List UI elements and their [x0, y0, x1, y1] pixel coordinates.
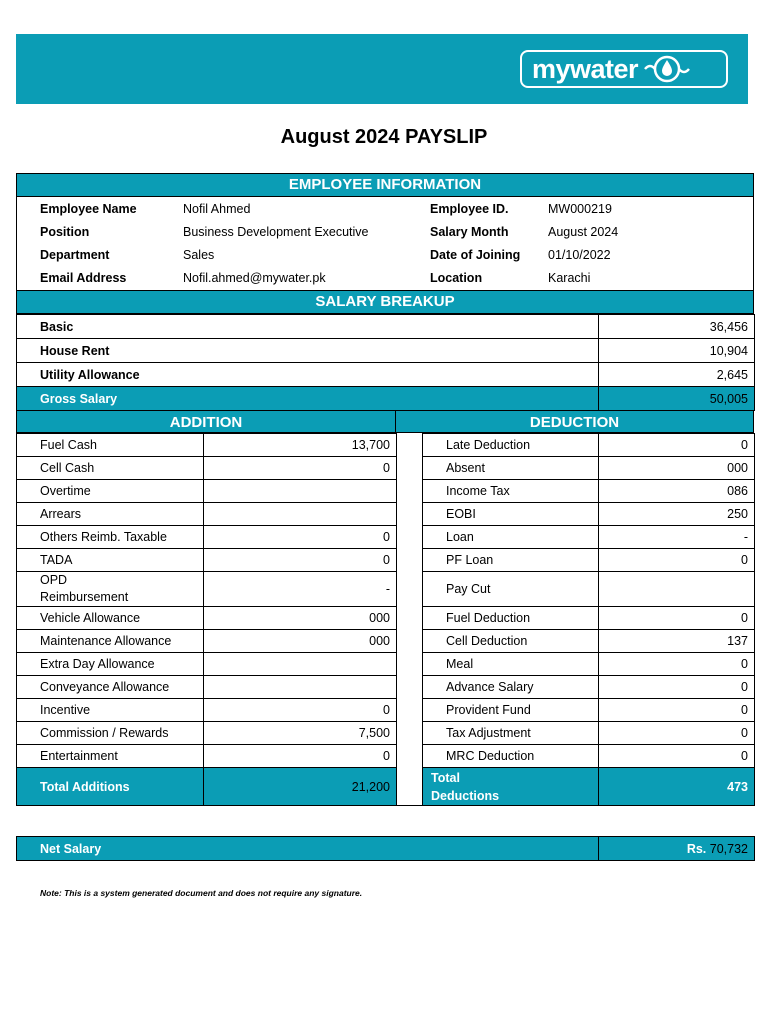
deduction-value: 0 [599, 434, 755, 457]
joining-date-label: Date of Joining [430, 248, 521, 262]
addition-value: 0 [204, 457, 397, 480]
deduction-label: Income Tax [423, 480, 599, 503]
table-row [17, 363, 755, 387]
addition-label-line: OPD [40, 573, 68, 587]
deduction-value: 000 [599, 457, 755, 480]
column-gap [397, 768, 423, 806]
deduction-label: MRC Deduction [423, 745, 599, 768]
house-rent-label: House Rent [17, 339, 599, 363]
column-gap [397, 434, 423, 457]
addition-value [204, 653, 397, 676]
deduction-label: EOBI [423, 503, 599, 526]
column-gap [397, 526, 423, 549]
currency-label: Rs. [686, 841, 707, 856]
addition-label: TADA [17, 549, 204, 572]
location-label: Location [430, 271, 483, 285]
addition-label: Entertainment [17, 745, 204, 768]
addition-label [17, 572, 204, 607]
table-row [17, 676, 755, 699]
deduction-value: 0 [599, 745, 755, 768]
addition-label: Cell Cash [17, 457, 204, 480]
deduction-value: 0 [599, 699, 755, 722]
employee-info-box [16, 197, 754, 290]
deduction-label: Tax Adjustment [423, 722, 599, 745]
table-row [17, 434, 755, 457]
department-value: Sales [183, 248, 215, 262]
addition-label: Fuel Cash [17, 434, 204, 457]
addition-value: 0 [204, 549, 397, 572]
employee-info-row [17, 221, 753, 244]
table-row [17, 526, 755, 549]
position-value: Business Development Executive [183, 225, 369, 239]
deduction-value: 0 [599, 722, 755, 745]
utility-allowance-label: Utility Allowance [17, 363, 599, 387]
employee-info-row [17, 267, 753, 290]
column-gap [397, 503, 423, 526]
mywater-logo [520, 50, 728, 88]
employee-info-row [17, 244, 753, 267]
deduction-label: Absent [423, 457, 599, 480]
table-row [17, 653, 755, 676]
employee-id-label: Employee ID. [430, 202, 509, 216]
joining-date-value: 01/10/2022 [548, 248, 611, 262]
deduction-label: Provident Fund [423, 699, 599, 722]
deduction-value: 0 [599, 676, 755, 699]
gross-salary-row [17, 387, 755, 411]
deduction-value: 137 [599, 630, 755, 653]
addition-value: 000 [204, 630, 397, 653]
deduction-label: Pay Cut [423, 572, 599, 607]
addition-value: 0 [204, 699, 397, 722]
utility-allowance-value: 2,645 [599, 363, 755, 387]
total-deductions-value: 473 [599, 768, 755, 806]
gross-salary-value: 50,005 [599, 387, 755, 411]
column-gap [397, 745, 423, 768]
location-value: Karachi [548, 271, 591, 285]
deduction-value: 250 [599, 503, 755, 526]
column-gap [397, 607, 423, 630]
net-salary-table [16, 836, 755, 861]
addition-label: Vehicle Allowance [17, 607, 204, 630]
deduction-value: 0 [599, 549, 755, 572]
deduction-value: 086 [599, 480, 755, 503]
column-gap [397, 653, 423, 676]
deduction-label: Loan [423, 526, 599, 549]
deduction-label: Cell Deduction [423, 630, 599, 653]
table-row [17, 572, 755, 607]
table-row [17, 630, 755, 653]
addition-label: Others Reimb. Taxable [17, 526, 204, 549]
addition-label: Extra Day Allowance [17, 653, 204, 676]
column-gap [397, 699, 423, 722]
salary-breakup-heading: SALARY BREAKUP [16, 290, 754, 314]
basic-value: 36,456 [599, 315, 755, 339]
total-deductions-label [423, 768, 599, 806]
column-gap [397, 480, 423, 503]
addition-label-line: Reimbursement [40, 590, 129, 604]
email-label: Email Address [40, 271, 127, 285]
employee-name-value: Nofil Ahmed [183, 202, 251, 216]
addition-heading: ADDITION [16, 410, 396, 433]
salary-month-value: August 2024 [548, 225, 619, 239]
column-gap [397, 676, 423, 699]
addition-value: 0 [204, 526, 397, 549]
table-row [17, 480, 755, 503]
deduction-label: PF Loan [423, 549, 599, 572]
addition-label: Maintenance Allowance [17, 630, 204, 653]
water-drop-icon [642, 53, 692, 85]
deduction-label: Meal [423, 653, 599, 676]
deduction-label: Fuel Deduction [423, 607, 599, 630]
total-deductions-label-line: Total [431, 770, 460, 785]
table-row [17, 607, 755, 630]
column-gap [397, 722, 423, 745]
logo-text: mywater [532, 53, 639, 84]
column-gap [397, 457, 423, 480]
payslip-title: August 2024 PAYSLIP [280, 126, 488, 148]
addition-value [204, 480, 397, 503]
total-deductions-label-line: Deductions [431, 788, 500, 803]
employee-id-value: MW000219 [548, 202, 612, 216]
deduction-value: 0 [599, 653, 755, 676]
column-gap [397, 549, 423, 572]
net-salary-value: 70,732 [709, 841, 748, 856]
table-row [17, 699, 755, 722]
addition-value: 13,700 [204, 434, 397, 457]
addition-label: Incentive [17, 699, 204, 722]
table-row [17, 339, 755, 363]
table-row [17, 457, 755, 480]
net-salary-amount [599, 837, 755, 861]
net-salary-row [17, 837, 755, 861]
gross-salary-label: Gross Salary [17, 387, 599, 411]
addition-label: Commission / Rewards [17, 722, 204, 745]
salary-breakup-table [16, 314, 755, 411]
deduction-label: Late Deduction [423, 434, 599, 457]
table-row [17, 503, 755, 526]
deduction-label: Advance Salary [423, 676, 599, 699]
total-additions-value: 21,200 [204, 768, 397, 806]
table-row [17, 315, 755, 339]
position-label: Position [40, 225, 90, 239]
addition-label: Arrears [17, 503, 204, 526]
addition-deduction-table [16, 433, 755, 806]
table-row [17, 549, 755, 572]
addition-value [204, 503, 397, 526]
addition-value: 0 [204, 745, 397, 768]
table-row [17, 745, 755, 768]
total-additions-label: Total Additions [17, 768, 204, 806]
totals-row [17, 768, 755, 806]
addition-value: - [204, 572, 397, 607]
employee-info-heading: EMPLOYEE INFORMATION [16, 173, 754, 197]
salary-month-label: Salary Month [430, 225, 509, 239]
addition-label: Conveyance Allowance [17, 676, 204, 699]
house-rent-value: 10,904 [599, 339, 755, 363]
addition-value [204, 676, 397, 699]
employee-name-label: Employee Name [40, 202, 137, 216]
deduction-value [599, 572, 755, 607]
department-label: Department [40, 248, 110, 262]
deduction-value: - [599, 526, 755, 549]
net-salary-label: Net Salary [17, 837, 599, 861]
email-value: Nofil.ahmed@mywater.pk [183, 271, 326, 285]
deduction-value: 0 [599, 607, 755, 630]
footer-note: Note: This is a system generated document and does not require any signature. [40, 888, 363, 898]
employee-info-row [17, 198, 753, 221]
header-banner [16, 34, 748, 104]
deduction-heading: DEDUCTION [395, 410, 754, 433]
column-gap [397, 630, 423, 653]
addition-label: Overtime [17, 480, 204, 503]
table-row [17, 722, 755, 745]
column-gap [397, 572, 423, 607]
addition-value: 000 [204, 607, 397, 630]
addition-value: 7,500 [204, 722, 397, 745]
basic-label: Basic [17, 315, 599, 339]
